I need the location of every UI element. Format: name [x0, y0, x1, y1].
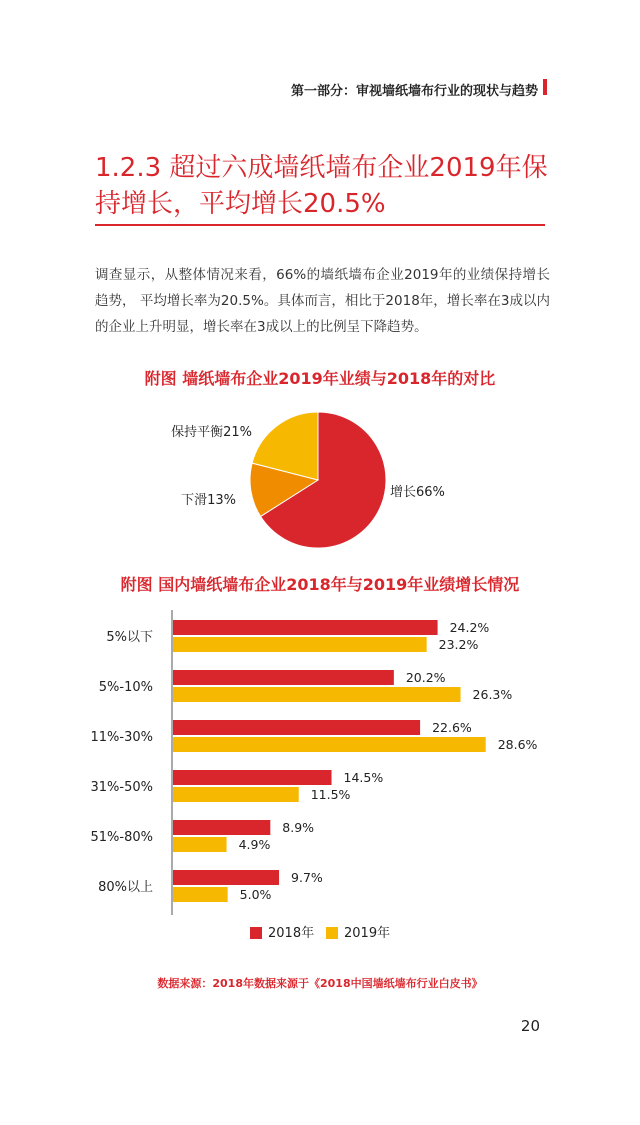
bar [173, 787, 299, 802]
bar-category-label: 80%以上 [98, 880, 153, 895]
pie-chart-title: 附图 墙纸墙布企业2019年业绩与2018年的对比 [144, 369, 496, 388]
bar [173, 770, 332, 785]
page-number: 20 [520, 1017, 540, 1035]
bar-category-label: 51%-80% [90, 830, 153, 845]
bar-value-label: 24.2% [449, 620, 490, 635]
pie-chart [0, 395, 640, 565]
bar-category-label: 31%-50% [90, 780, 153, 795]
bar-category-label: 5%以下 [106, 630, 153, 645]
bar [173, 870, 279, 885]
bar [173, 837, 227, 852]
header-accent-bar [543, 79, 547, 95]
bar [173, 887, 228, 902]
bar-value-label: 28.6% [497, 737, 538, 752]
legend-swatch [250, 927, 262, 939]
bar-category-label: 5%-10% [98, 680, 153, 695]
bar [173, 620, 438, 635]
bar [173, 737, 486, 752]
title-divider [95, 224, 545, 226]
legend-swatch [326, 927, 338, 939]
bar-value-label: 20.2% [405, 670, 446, 685]
bar-value-label: 5.0% [239, 887, 272, 902]
running-header: 第一部分：审视墙纸墙布行业的现状与趋势 [290, 84, 538, 99]
bar-value-label: 26.3% [472, 687, 513, 702]
bar-chart [0, 605, 640, 965]
data-source-note: 数据来源：2018年数据来源于《2018中国墙纸墙布行业白皮书》 [157, 977, 483, 990]
section-title: 1.2.3 超过六成墙纸墙布企业2019年保持增长，平均增长20.5% [95, 153, 548, 219]
pie-slice-label: 下滑13% [181, 493, 236, 508]
bar [173, 670, 394, 685]
bar-value-label: 14.5% [343, 770, 384, 785]
bar-value-label: 11.5% [310, 787, 351, 802]
pie-slice-label: 保持平衡21% [171, 425, 252, 440]
bar [173, 637, 427, 652]
pie-slice-label: 增长66% [390, 485, 445, 500]
legend-label: 2019年 [344, 926, 391, 941]
bar [173, 820, 270, 835]
bar [173, 687, 461, 702]
bar-category-label: 11%-30% [90, 730, 153, 745]
bar-value-label: 4.9% [238, 837, 271, 852]
bar-value-label: 23.2% [438, 637, 479, 652]
body-paragraph: 调查显示，从整体情况来看，66%的墙纸墙布企业2019年的业绩保持增长趋势， 平均增长率为20.5%。具体而言，相比于2018年，增长率在3成以内的企业上升明显，增长率在3成以上的比例呈下降趋势。 [95, 267, 550, 335]
legend-label: 2018年 [268, 926, 315, 941]
bar-value-label: 9.7% [291, 870, 323, 885]
bar-value-label: 22.6% [432, 720, 472, 735]
bar-value-label: 8.9% [282, 820, 315, 835]
bar-chart-title: 附图 国内墙纸墙布企业2018年与2019年业绩增长情况 [120, 575, 520, 594]
bar [173, 720, 420, 735]
